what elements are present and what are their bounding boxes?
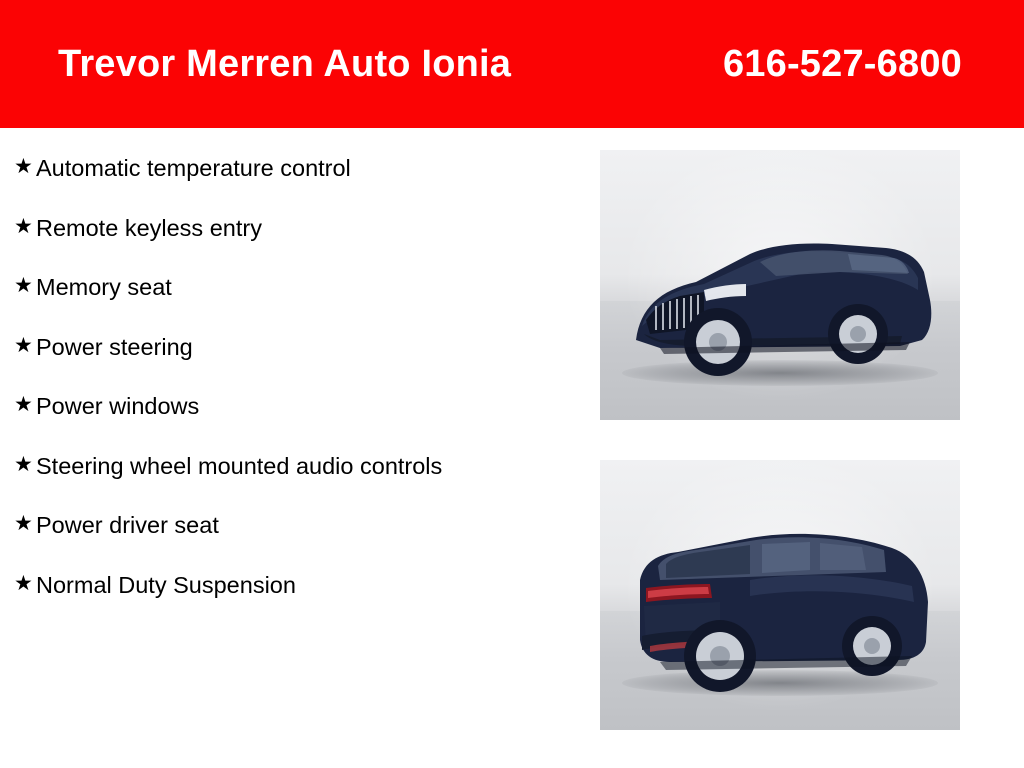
list-item	[10, 571, 600, 601]
dealer-phone-number[interactable]: 616-527-6800	[722, 42, 962, 85]
list-item	[10, 154, 600, 184]
feature-label: Automatic temperature control	[36, 155, 351, 181]
features-column	[0, 128, 600, 768]
vehicle-photo-front-three-quarter	[600, 150, 960, 420]
header-inner	[0, 43, 1024, 86]
star-bullet-icon: ★	[14, 452, 33, 476]
feature-label: Steering wheel mounted audio controls	[36, 452, 443, 479]
feature-label: Remote keyless entry	[36, 214, 262, 241]
star-bullet-icon: ★	[14, 571, 33, 595]
suv-rear-illustration	[600, 460, 960, 730]
star-bullet-icon: ★	[14, 155, 33, 178]
page-content	[0, 128, 1024, 768]
feature-label: Normal Duty Suspension	[36, 571, 296, 598]
star-bullet-icon: ★	[14, 393, 33, 416]
list-item	[10, 392, 600, 422]
feature-label: Memory seat	[36, 274, 172, 300]
star-bullet-icon: ★	[14, 512, 33, 535]
list-item	[10, 452, 600, 482]
vehicle-feature-list	[10, 154, 600, 601]
star-bullet-icon: ★	[14, 214, 33, 238]
vehicle-photo-rear-three-quarter	[600, 460, 960, 730]
vehicle-photos-column	[600, 128, 1024, 768]
dealer-header-banner	[0, 0, 1024, 128]
feature-label: Power windows	[36, 393, 200, 419]
feature-label: Power driver seat	[36, 512, 219, 538]
list-item	[10, 333, 600, 363]
suv-front-illustration	[600, 150, 960, 420]
feature-label: Power steering	[36, 333, 193, 360]
star-bullet-icon: ★	[14, 333, 33, 357]
list-item	[10, 273, 600, 303]
dealer-name: Trevor Merren Auto Ionia	[58, 42, 512, 85]
list-item	[10, 214, 600, 244]
star-bullet-icon: ★	[14, 274, 33, 297]
list-item	[10, 511, 600, 541]
